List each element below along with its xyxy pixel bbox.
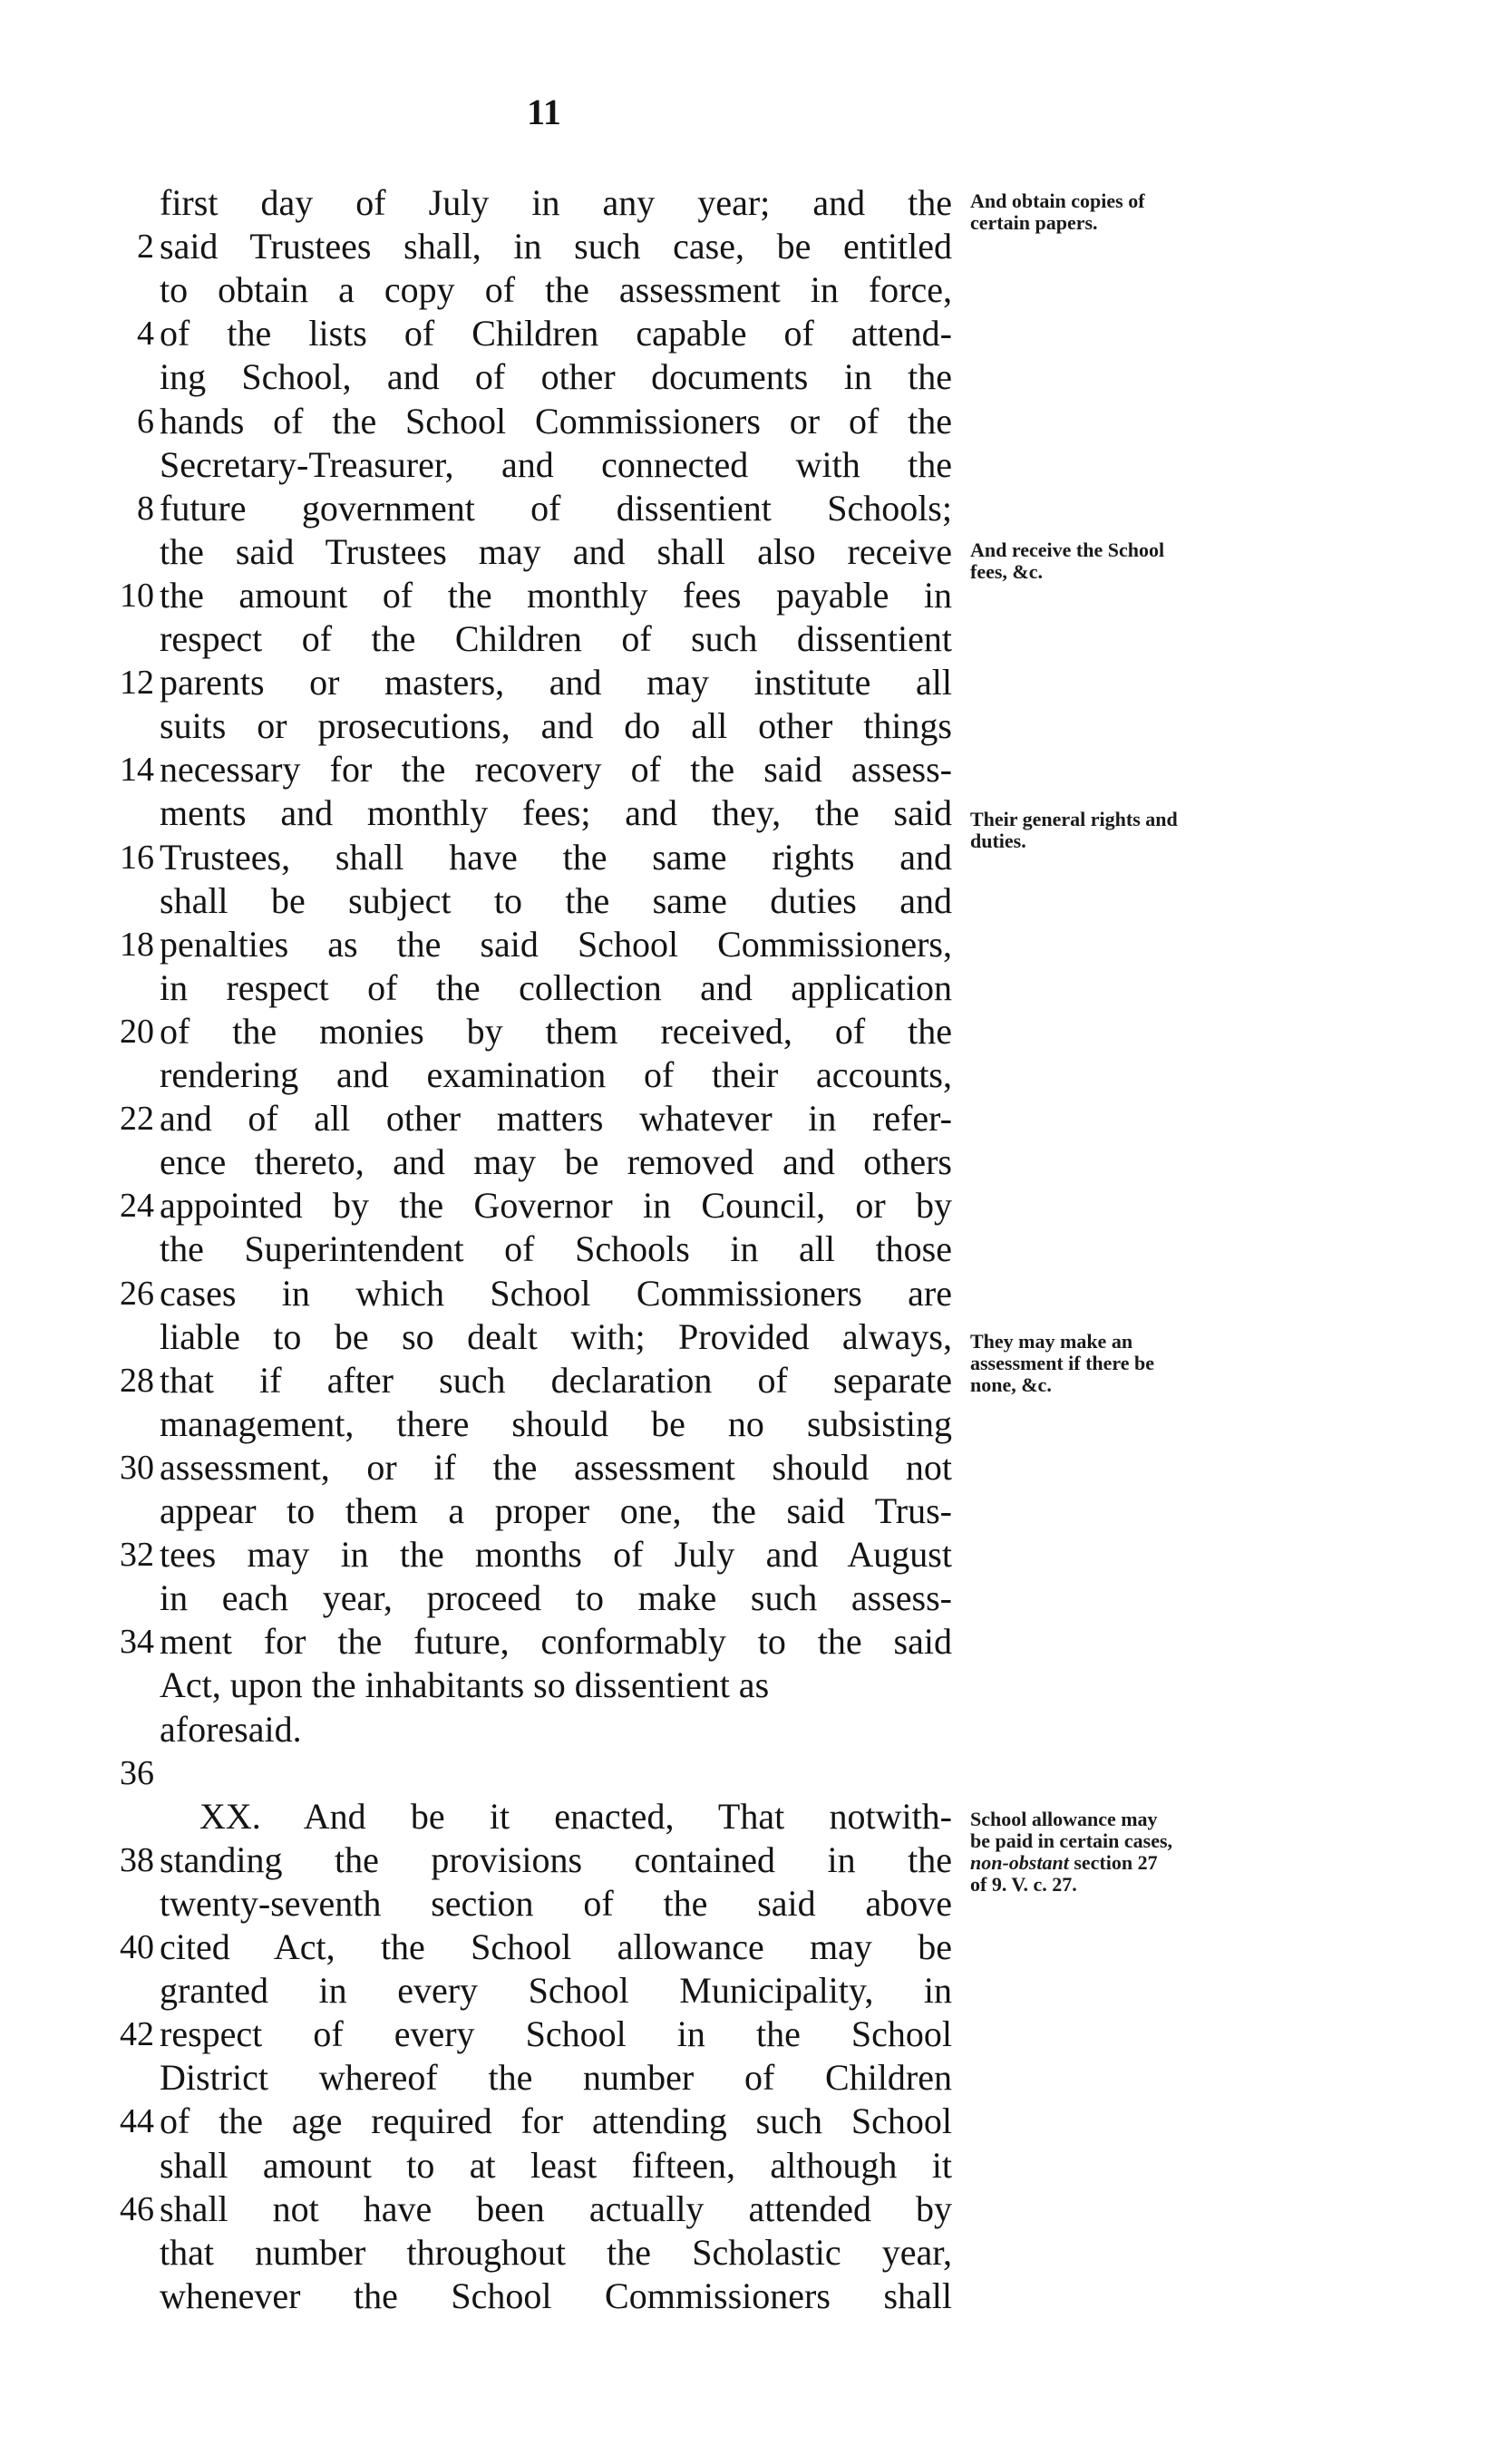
line-text: appear to them a proper one, the said Trus- [160,1490,952,1531]
line-text: suits or prosecutions, and do all other things [160,705,952,747]
line-number: 30 [120,1448,154,1487]
line-text: said Trustees shall, in such case, be entitled [160,226,952,267]
text-line [109,1227,952,1271]
text-line [109,2188,952,2231]
text-line [109,2056,952,2100]
text-line [109,1838,952,1882]
line-number: 28 [120,1361,154,1400]
text-line [109,2144,952,2188]
text-line [109,1272,952,1315]
text-line [109,617,952,661]
text-line [109,574,952,617]
text-line [109,181,952,225]
line-text: ence thereto, and may be removed and others [160,1141,952,1183]
margin-note-allowance-a: School allowance may be paid in certain cases, [970,1808,1173,1852]
line-text: XX. And be it enacted, That notwith- [199,1795,952,1837]
line-number: 14 [120,751,154,790]
margin-note-assessment: They may make an assessment if there be none, &c. [970,1330,1155,1396]
line-text: of the lists of Children capable of attend- [160,313,952,354]
line-number: 12 [120,664,154,703]
text-line [109,443,952,487]
line-text: the Superintendent of Schools in all those [160,1228,952,1270]
line-number: 32 [120,1536,154,1575]
text-line [109,1882,952,1926]
line-number: 26 [120,1274,154,1313]
line-text: ing School, and of other documents in the [160,356,952,398]
line-number: 44 [120,2102,154,2141]
text-line [109,225,952,268]
line-text: and of all other matters whatever in refer- [160,1098,952,1140]
line-text: ment for the future, conformably to the said [160,1621,952,1663]
line-text: ments and monthly fees; and they, the said [160,792,952,834]
text-line [109,530,952,574]
text-line [109,879,952,923]
line-text: parents or masters, and may institute all [160,662,952,703]
page-number: 11 [527,92,561,132]
text-line [109,748,952,791]
text-line [109,791,952,835]
line-text: Secretary-Treasurer, and connected with the [160,443,952,485]
line-text: cited Act, the School allowance may be [160,1926,952,1967]
line-number: 22 [120,1100,154,1139]
line-text: in respect of the collection and application [160,966,952,1008]
margin-note-allowance-c: section 27 of 9. V. c. 27. [970,1851,1158,1896]
margin-note-copies: And obtain copies of certain papers. [970,189,1145,234]
line-text: necessary for the recovery of the said assess- [160,749,952,791]
line-text: the amount of the monthly fees payable in [160,574,952,616]
text-line [109,1533,952,1576]
line-text: management, there should be no subsisting [160,1402,952,1444]
margin-note-allowance [970,1809,1179,1896]
line-number: 24 [120,1187,154,1226]
margin-note-allowance-b: non-obstant [970,1851,1069,1874]
text-line [109,487,952,530]
text-line [109,1184,952,1227]
line-number: 10 [120,576,154,615]
line-number: 8 [137,489,154,528]
line-text: the said Trustees may and shall also receive [160,530,952,572]
text-line [109,1053,952,1097]
line-number: 16 [120,838,154,877]
margin-note-rights: Their general rights and duties. [970,808,1178,852]
line-text: future government of dissentient Schools; [160,487,952,529]
line-text: to obtain a copy of the assessment in force, [160,269,952,311]
line-text: twenty-seventh section of the said above [160,1882,952,1924]
line-text: in each year, proceed to make such assess- [160,1577,952,1619]
line-text: hands of the School Commissioners or of the [160,400,952,441]
line-number: 46 [120,2189,154,2228]
line-text: shall be subject to the same duties and [160,879,952,921]
text-line [109,1576,952,1620]
text-line [109,836,952,879]
text-line [109,268,952,312]
line-text: shall amount to at least fifteen, although it [160,2144,952,2186]
line-text: Act, upon the inhabitants so dissentient as [160,1664,770,1706]
line-number: 18 [120,925,154,964]
text-line [109,312,952,355]
text-line [109,355,952,399]
line-number: 38 [120,1840,154,1879]
text-line [109,1315,952,1359]
text-line [109,1446,952,1489]
line-number: 42 [120,2015,154,2054]
text-line [109,1708,952,1751]
text-line [109,1751,952,1795]
line-text: granted in every School Municipality, in [160,1970,952,2012]
line-number: 36 [120,1753,154,1792]
text-line [109,1489,952,1533]
line-text: that number throughout the Scholastic year, [160,2231,952,2273]
text-line [109,1795,952,1838]
line-text: tees may in the months of July and August [160,1534,952,1576]
margin-note-fees: And receive the School fees, &c. [970,538,1165,583]
text-line [109,1359,952,1402]
line-text: respect of the Children of such dissentient [160,618,952,659]
text-line [109,2013,952,2056]
line-number: 2 [137,228,154,267]
line-number: 20 [120,1012,154,1051]
line-text: appointed by the Governor in Council, or by [160,1185,952,1227]
text-line [109,1620,952,1664]
line-text: Trustees, shall have the same rights and [160,836,952,878]
text-line [109,2231,952,2275]
text-line [109,2100,952,2143]
text-line [109,1140,952,1184]
line-number: 40 [120,1928,154,1966]
line-text: whenever the School Commissioners shall [160,2275,952,2316]
text-line [109,1926,952,1969]
text-line [109,400,952,443]
line-number: 6 [137,402,154,441]
line-text: cases in which School Commissioners are [160,1272,952,1314]
line-text: of the age required for attending such School [160,2100,952,2142]
line-text: rendering and examination of their accounts, [160,1054,952,1095]
text-line [109,661,952,704]
text-line [109,1969,952,2013]
line-number: 4 [137,315,154,354]
line-text: District whereof the number of Children [160,2057,952,2099]
text-line [109,923,952,966]
text-line [109,1010,952,1053]
line-text: respect of every School in the School [160,2013,952,2055]
line-text: assessment, or if the assessment should not [160,1446,952,1488]
text-line [109,1664,952,1707]
text-line [109,1402,952,1446]
line-text: standing the provisions contained in the [160,1838,952,1880]
text-line [109,1097,952,1140]
line-text: that if after such declaration of separate [160,1359,952,1401]
line-text: shall not have been actually attended by [160,2188,952,2229]
line-text: penalties as the said School Commissioners, [160,923,952,965]
text-line [109,704,952,748]
line-text: of the monies by them received, of the [160,1010,952,1052]
line-text: liable to be so dealt with; Provided always, [160,1315,952,1357]
text-line [109,2275,952,2318]
line-number: 34 [120,1623,154,1662]
text-line [109,966,952,1010]
line-text: aforesaid. [160,1708,302,1750]
line-text: first day of July in any year; and the [160,182,952,223]
